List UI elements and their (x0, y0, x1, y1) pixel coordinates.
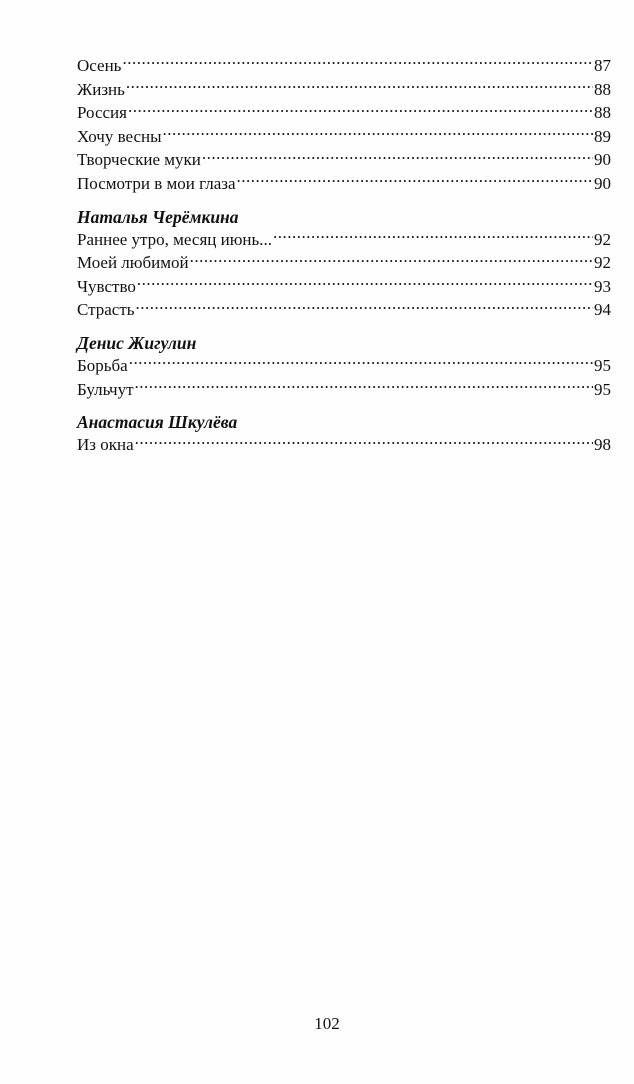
toc-entry (77, 378, 611, 402)
toc-entry-title: Страсть (77, 300, 135, 320)
toc-entry-page: 88 (594, 103, 611, 123)
dot-leader (237, 172, 593, 189)
toc-entry-page: 93 (594, 276, 611, 296)
toc-entry-title: Хочу весны (77, 126, 162, 146)
dot-leader (129, 354, 593, 371)
toc-entry (77, 125, 611, 149)
toc-entry-title: Посмотри в мои глаза (77, 173, 236, 193)
toc-entry-title: Раннее утро, месяц июнь... (77, 229, 273, 249)
toc-entry (77, 275, 611, 299)
page-number: 102 (314, 1014, 340, 1033)
toc-section (77, 54, 611, 196)
dot-leader (135, 378, 593, 395)
author-heading: Наталья Черёмкина (77, 206, 239, 227)
toc-entry-page: 95 (594, 379, 611, 399)
dot-leader (273, 228, 593, 245)
toc-entry (77, 54, 611, 78)
toc-entry-page: 98 (594, 435, 611, 455)
dot-leader (190, 251, 593, 268)
toc-entry-title: Моей любимой (77, 253, 189, 273)
dot-leader (128, 101, 593, 118)
dot-leader (126, 78, 593, 95)
toc-entry (77, 354, 611, 378)
toc-entry (77, 228, 611, 252)
toc-entry-title: Творческие муки (77, 150, 201, 170)
dot-leader (137, 275, 593, 292)
toc-entry (77, 78, 611, 102)
toc-entry-title: Из окна (77, 435, 134, 455)
toc-entry-title: Жизнь (77, 79, 125, 99)
author-heading: Денис Жигулин (77, 332, 197, 353)
toc-section (77, 411, 611, 457)
dot-leader (122, 54, 593, 71)
toc-entry-title: Борьба (77, 355, 128, 375)
toc-entry-title: Бульчут (77, 379, 134, 399)
dot-leader (136, 298, 593, 315)
toc-entry-page: 89 (594, 126, 611, 146)
toc-entry-page: 94 (594, 300, 611, 320)
toc-entry (77, 433, 611, 457)
toc-entry-title: Осень (77, 56, 122, 75)
toc-entry-page: 90 (594, 150, 611, 170)
toc-section (77, 206, 611, 322)
toc-entry-page: 88 (594, 79, 611, 99)
toc-entry (77, 172, 611, 196)
toc-entry-page: 92 (594, 229, 611, 249)
dot-leader (163, 125, 593, 142)
toc-entry (77, 148, 611, 172)
dot-leader (202, 148, 593, 165)
toc-entry (77, 101, 611, 125)
toc-entry-page: 90 (594, 173, 611, 193)
toc-entry (77, 298, 611, 322)
toc-entry-page: 95 (594, 355, 611, 375)
table-of-contents (77, 54, 611, 457)
toc-entry-title: Россия (77, 103, 127, 123)
toc-entry-title: Чувство (77, 276, 136, 296)
author-heading: Анастасия Шкулёва (77, 412, 238, 433)
toc-section (77, 332, 611, 401)
toc-entry-page: 87 (594, 56, 611, 75)
dot-leader (135, 433, 593, 450)
toc-entry (77, 251, 611, 275)
toc-entry-page: 92 (594, 253, 611, 273)
